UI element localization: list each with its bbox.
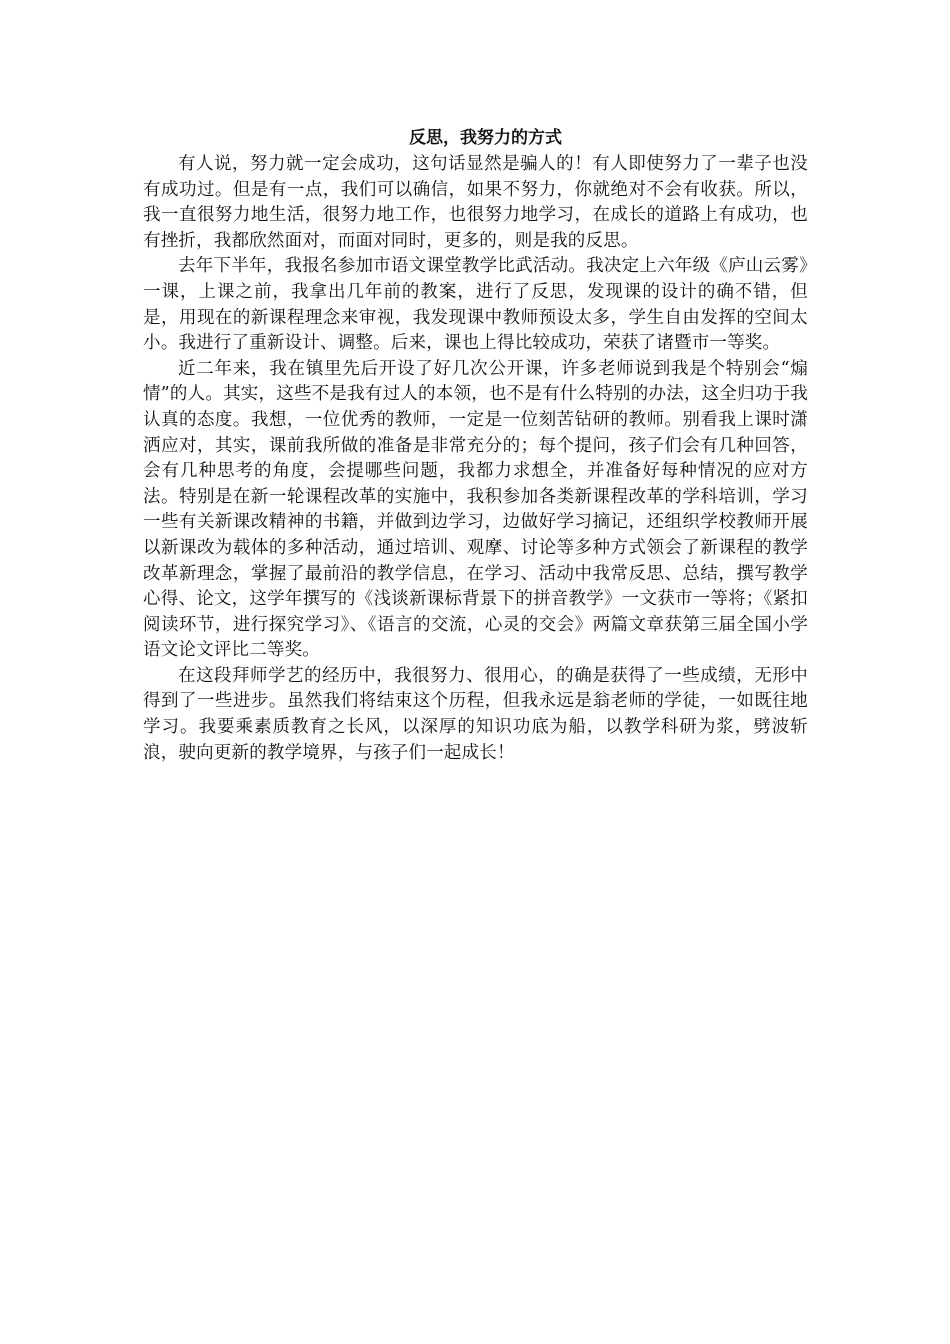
paragraph-4: 在这段拜师学艺的经历中，我很努力、很用心，的确是获得了一些成绩，无形中得到了一些进步。虽然我们将结束这个历程，但我永远是翁老师的学徒，一如既往地学习。我要乘素质教育之长风，以深厚的知识功底为船，以教学科研为浆，劈波斩浪，驶向更新的教学境界，与孩子们一起成长！ [143,665,808,763]
document-body [143,124,808,766]
paragraph-2: 去年下半年，我报名参加市语文课堂教学比武活动。我决定上六年级《庐山云雾》一课，上课之前，我拿出几年前的教案，进行了反思，发现课的设计的确不错，但是，用现在的新课程理念来审视，我发现课中教师预设太多，学生自由发挥的空间太小。我进行了重新设计、调整。后来，课也上得比较成功，荣获了诸暨市一等奖。 [143,256,808,354]
paragraph-3: 近二年来，我在镇里先后开设了好几次公开课，许多老师说到我是个特别会“煽情”的人。其实，这些不是我有过人的本领，也不是有什么特别的办法，这全归功于我认真的态度。我想，一位优秀的教师，一定是一位刻苦钻研的教师。别看我上课时潇洒应对，其实，课前我所做的准备是非常充分的；每个提问，孩子们会有几种回答，会有几种思考的角度，会提哪些问题，我都力求想全，并准备好每种情况的应对方法。特别是在新一轮课程改革的实施中，我积参加各类新课程改革的学科培训，学习一些有关新课改精神的书籍，并做到边学习，边做好学习摘记，还组织学校教师开展以新课改为载体的多种活动，通过培训、观摩、讨论等多种方式领会了新课程的教学改革新理念，掌握了最前沿的教学信息，在学习、活动中我常反思、总结，撰写教学心得、论文，这学年撰写的《浅谈新课标背景下的拼音教学》一文获市一等将；《紧扣阅读环节，进行探究学习》、《语言的交流，心灵的交会》两篇文章获第三届全国小学语文论文评比二等奖。 [143,358,808,661]
paragraph-1: 有人说，努力就一定会成功，这句话显然是骗人的！有人即使努力了一辈子也没有成功过。但是有一点，我们可以确信，如果不努力，你就绝对不会有收获。所以，我一直很努力地生活，很努力地工作，也很努力地学习，在成长的道路上有成功，也有挫折，我都欣然面对，而面对同时，更多的，则是我的反思。 [143,154,808,251]
document-title: 反思，我努力的方式 [409,128,562,148]
